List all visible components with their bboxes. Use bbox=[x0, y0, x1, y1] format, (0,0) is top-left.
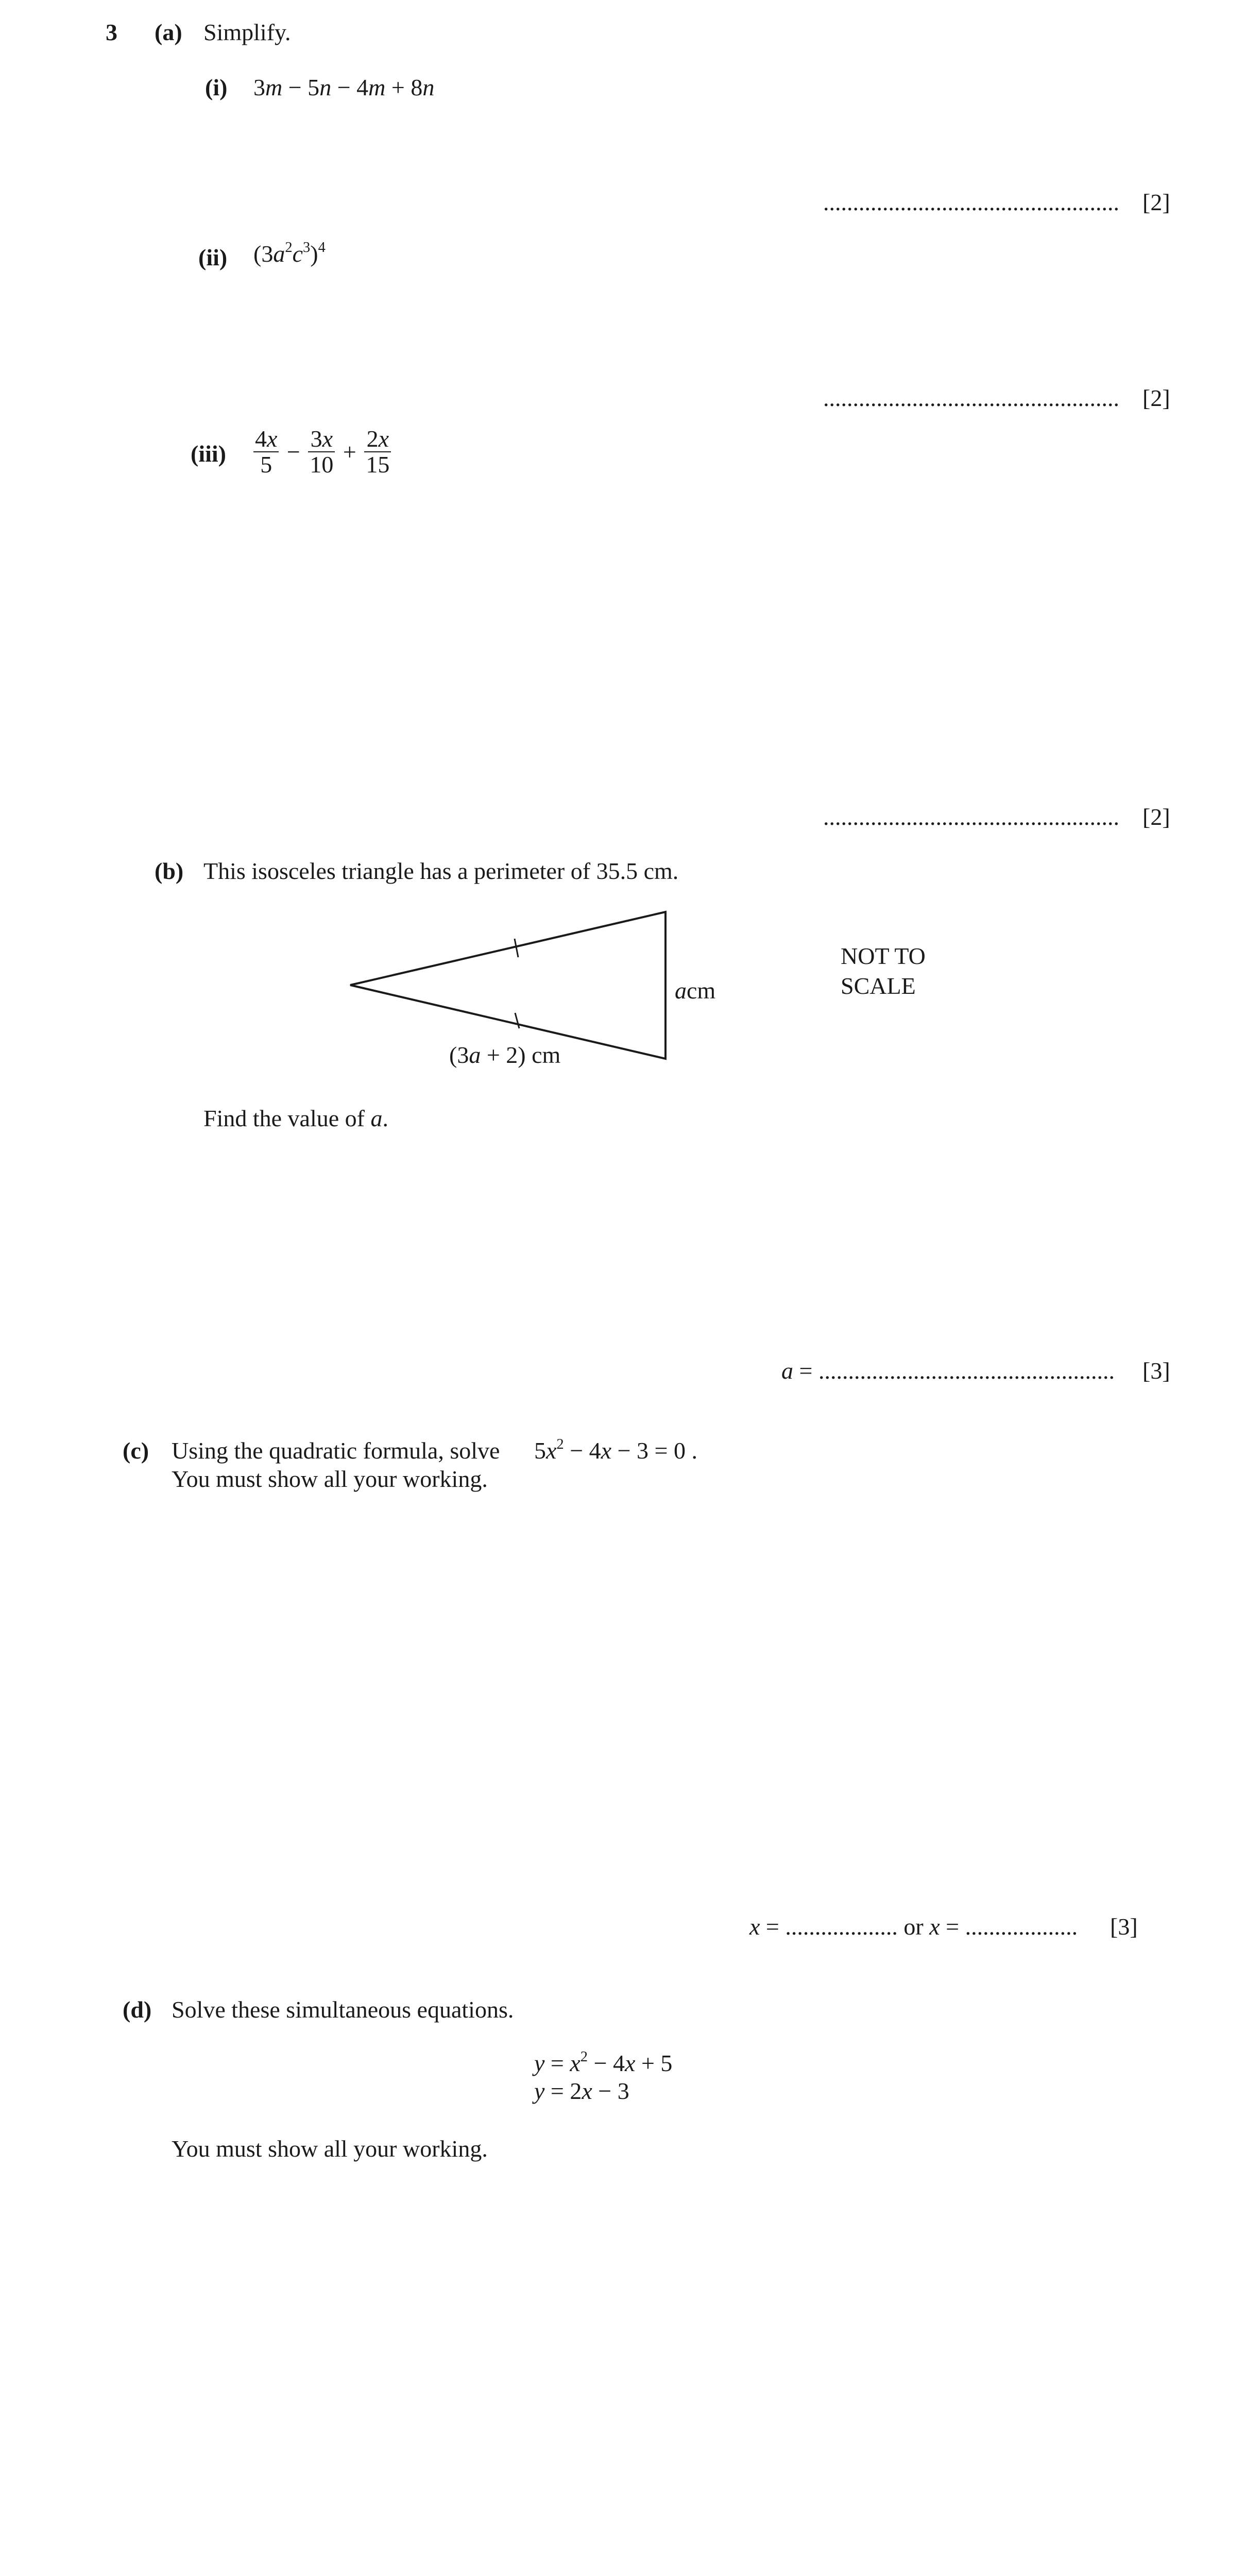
side-label-a-cm: acm bbox=[675, 977, 716, 1004]
equal-side-tick-top bbox=[515, 939, 518, 957]
equation-2: y = 2x − 3 bbox=[534, 2078, 629, 2104]
answer-line-a-ii[interactable]: .................................................. bbox=[823, 385, 1119, 411]
part-c-label: (c) bbox=[123, 1437, 149, 1464]
part-d-label: (d) bbox=[123, 1996, 152, 2023]
part-a-instruction: Simplify. bbox=[203, 19, 291, 45]
answer-line-a-i[interactable]: .................................................. bbox=[823, 189, 1119, 215]
marks-a-iii: [2] bbox=[1142, 804, 1170, 830]
part-c-text: Using the quadratic formula, solve bbox=[172, 1437, 500, 1464]
part-c-working: You must show all your working. bbox=[172, 1466, 488, 1492]
base-label: (3a + 2) cm bbox=[449, 1042, 561, 1068]
answer-line-b[interactable]: a = .................................................. bbox=[781, 1358, 1115, 1384]
part-d-text: Solve these simultaneous equations. bbox=[172, 1996, 514, 2023]
marks-a-i: [2] bbox=[1142, 189, 1170, 215]
part-a-ii-label: (ii) bbox=[198, 244, 228, 270]
part-b-label: (b) bbox=[155, 858, 184, 884]
expression-a-iii: $\frac{4x}{5}$ − $\frac{3x}{10}$ + $\frac{2x}{15}$ bbox=[251, 427, 393, 478]
part-a-iii-label: (iii) bbox=[191, 440, 226, 467]
part-a-i-label: (i) bbox=[205, 74, 228, 100]
find-value-text: Find the value of a. bbox=[203, 1105, 388, 1131]
marks-c: [3] bbox=[1110, 1913, 1138, 1940]
part-a-label: (a) bbox=[155, 19, 182, 45]
part-b-text: This isosceles triangle has a perimeter of 35.5 cm. bbox=[203, 858, 679, 884]
answer-line-c[interactable]: x = ................... or x = ................... bbox=[749, 1913, 1078, 1940]
marks-a-ii: [2] bbox=[1142, 385, 1170, 411]
quadratic-equation: $5x^2 - 4x - 3 = 0$ . bbox=[534, 1436, 697, 1464]
expression-a-ii: $(3a^2c^3)^4$ bbox=[253, 239, 326, 267]
expression-a-i: 3m − 5n − 4m + 8n bbox=[253, 74, 435, 100]
not-to-scale-line-2: SCALE bbox=[841, 973, 916, 999]
answer-line-a-iii[interactable]: .................................................. bbox=[823, 804, 1119, 830]
marks-b: [3] bbox=[1142, 1358, 1170, 1384]
equation-1: $y = x^2 - 4x + 5$ bbox=[534, 2048, 673, 2076]
equal-side-tick-bottom bbox=[515, 1013, 519, 1028]
isosceles-triangle-diagram bbox=[0, 0, 1246, 1133]
question-number: 3 bbox=[106, 19, 117, 45]
triangle-outline bbox=[350, 912, 665, 1059]
part-d-working: You must show all your working. bbox=[172, 2136, 488, 2162]
not-to-scale-line-1: NOT TO bbox=[841, 943, 926, 969]
